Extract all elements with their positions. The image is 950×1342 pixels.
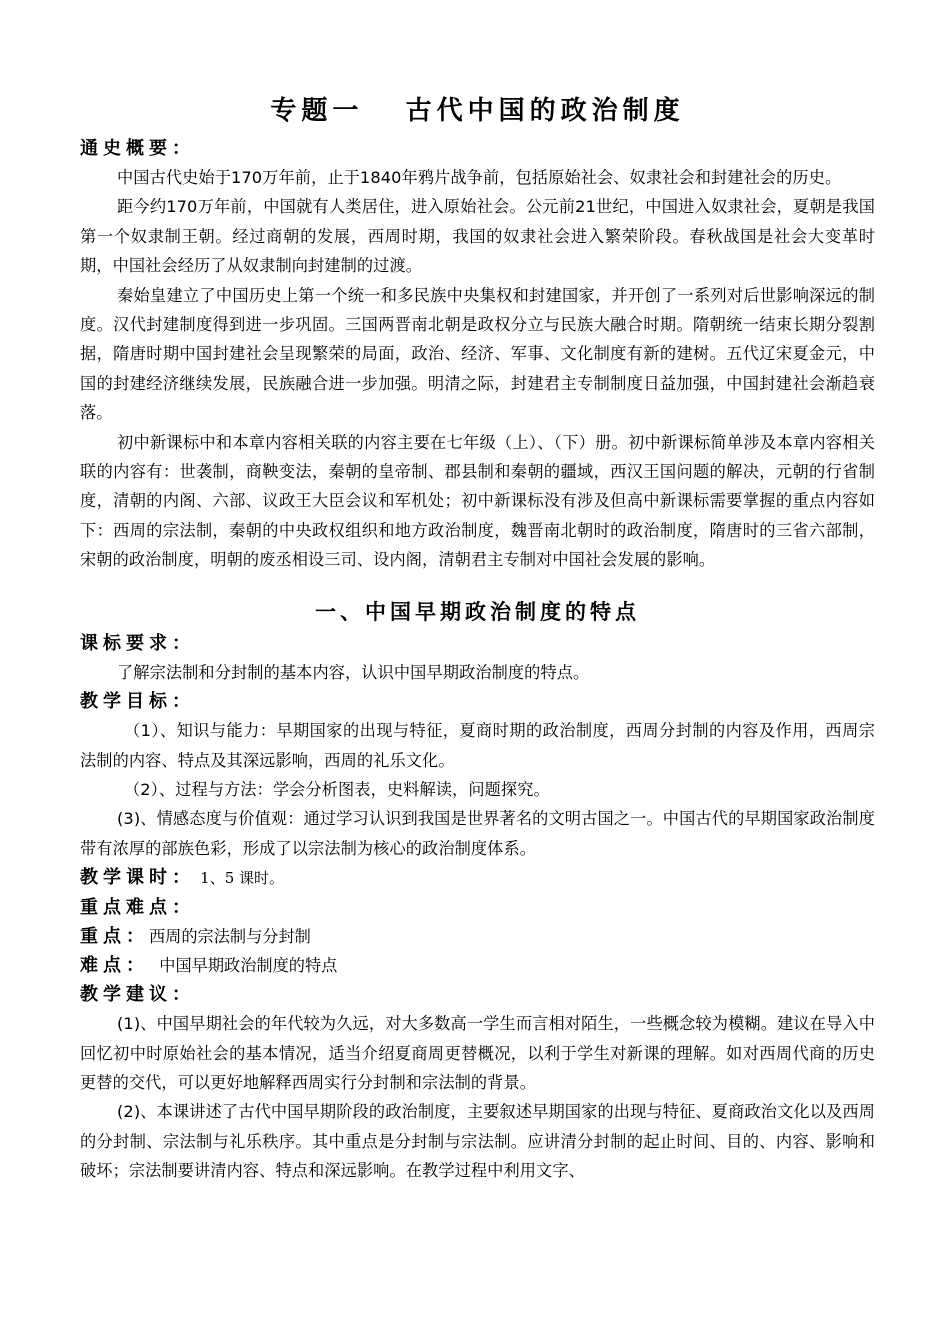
difficult-point-value: 中国早期政治制度的特点: [149, 956, 338, 976]
difficult-point-line: [80, 951, 875, 980]
objective-item-3: (3)、情感态度与价值观：通过学习认识到我国是世界著名的文明古国之一。中国古代的早期国家政治制度带有浓厚的部族色彩，形成了以宗法制为核心的政治制度体系。: [80, 809, 875, 858]
overview-heading: 通史概要：: [80, 138, 195, 159]
suggestion-item-1: (1)、中国早期社会的年代较为久远，对大多数高一学生而言相对陌生，一些概念较为模糊。建议在导入中回忆初中时原始社会的基本情况，适当介绍夏商周更替概况，以利于学生对新课的理解。如对西周代商的历史更替的交代，可以更好地解释西周实行分封制和宗法制的背景。: [80, 1014, 875, 1092]
objective-item-1: （1）、知识与能力：早期国家的出现与特征，夏商时期的政治制度，西周分封制的内容及作用，西周宗法制的内容、特点及其深远影响，西周的礼乐文化。: [80, 721, 875, 770]
key-point-value: 西周的宗法制与分封制: [149, 927, 311, 947]
suggestions-heading: 教学建议：: [80, 984, 195, 1006]
curriculum-heading: 课标要求：: [80, 632, 195, 654]
document-content: [80, 92, 875, 1186]
suggestion-item-2: (2)、本课讲述了古代中国早期阶段的政治制度，主要叙述早期国家的出现与特征、夏商政治文化以及西周的分封制、宗法制与礼乐秩序。其中重点是分封制与宗法制。应讲清分封制的起止时间、目的、内容、影响和破坏；宗法制要讲清内容、特点和深远影响。在教学过程中利用文字、: [80, 1102, 875, 1181]
section-title: 一、中国早期政治制度的特点: [315, 598, 640, 624]
objective-item-2: （2）、过程与方法：学会分析图表，史料解读，问题探究。: [124, 779, 550, 799]
key-point-line: [80, 922, 875, 951]
hours-line: [80, 863, 875, 893]
overview-paragraph-3: 秦始皇建立了中国历史上第一个统一和多民族中央集权和封建国家，并开创了一系列对后世影响深远的制度。汉代封建制度得到进一步巩固。三国两晋南北朝是政权分立与民族大融合时期。隋朝统一结束长期分裂割据，隋唐时期中国封建社会呈现繁荣的局面，政治、经济、军事、文化制度有新的建树。五代辽宋夏金元，中国的封建经济继续发展，民族融合进一步加强。明清之际，封建君主专制制度日益加强，中国封建社会渐趋衰落。: [80, 285, 875, 423]
overview-paragraph-2: 距今约170万年前，中国就有人类居住，进入原始社会。公元前21世纪，中国进入奴隶社会，夏朝是我国第一个奴隶制王朝。经过商朝的发展，西周时期，我国的奴隶社会进入繁荣阶段。春秋战国是社会大变革时期，中国社会经历了从奴隶制向封建制的过渡。: [80, 197, 875, 276]
overview-paragraph-1: 中国古代史始于170万年前，止于1840年鸦片战争前，包括原始社会、奴隶社会和封建社会的历史。: [117, 168, 842, 187]
document-title: 专题一 古代中国的政治制度: [270, 96, 685, 126]
curriculum-text: 了解宗法制和分封制的基本内容，认识中国早期政治制度的特点。: [117, 662, 590, 682]
key-difficult-heading: 重点难点：: [80, 897, 195, 919]
objectives-heading: 教学目标：: [80, 691, 195, 713]
overview-paragraph-4: 初中新课标中和本章内容相关联的内容主要在七年级（上）、（下）册。初中新课标简单涉及本章内容相关联的内容有：世袭制，商鞅变法，秦朝的皇帝制、郡县制和秦朝的疆域，西汉王国问题的解决，元朝的行省制度，清朝的内阁、六部、议政王大臣会议和军机处；初中新课标没有涉及但高中新课标需要掌握的重点内容如下：西周的宗法制，秦朝的中央政权组织和地方政治制度，魏晋南北朝时的政治制度，隋唐时的三省六部制，宋朝的政治制度，明朝的废丞相设三司、设内阁，清朝君主专制对中国社会发展的影响。: [80, 432, 875, 570]
key-point-label: 重点：: [80, 926, 149, 948]
hours-value: 1、5 课时。: [200, 869, 285, 888]
hours-heading: 教学课时：: [80, 867, 195, 889]
difficult-point-label: 难点：: [80, 955, 149, 977]
